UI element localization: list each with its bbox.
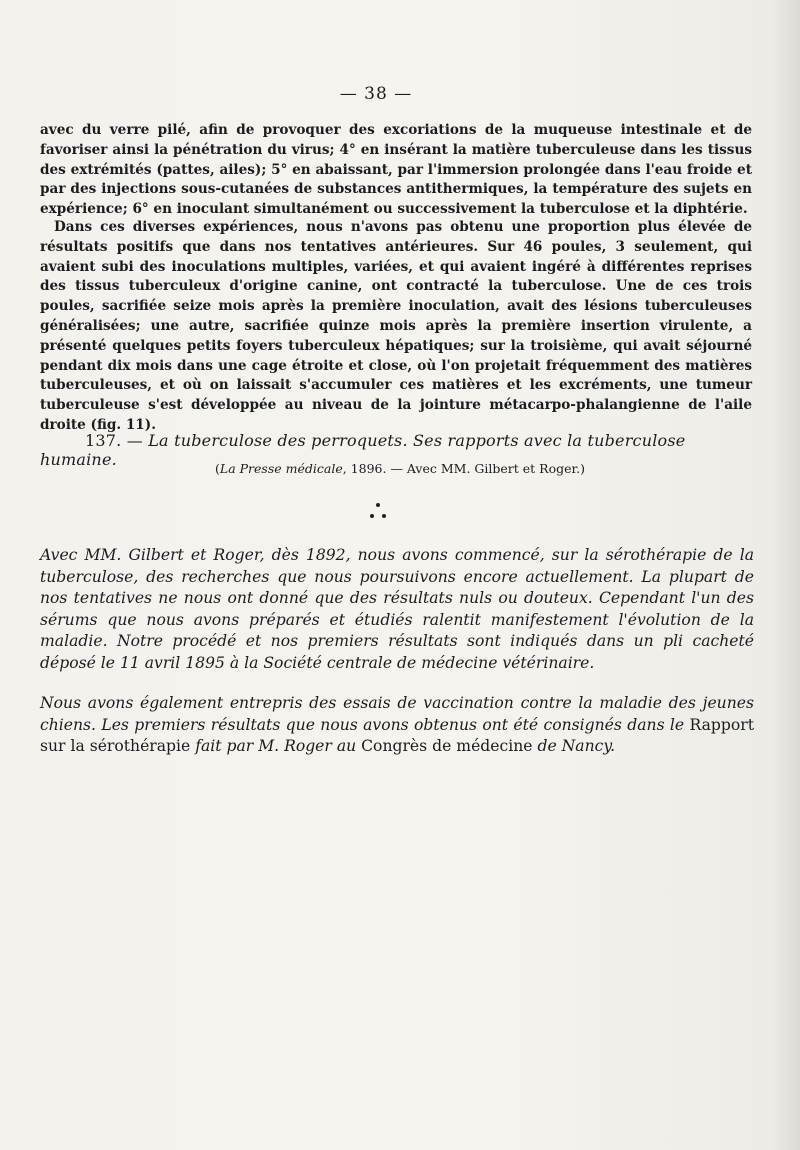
source-journal: La Presse médicale xyxy=(219,461,343,476)
paragraph-text: Dans ces diverses expériences, nous n'avons pas obtenu une proportion plus élevée de résultats positifs que dans nos tentatives antérieures. Sur 46 poules, 3 seulement, qui avaient subi des inoculations multiples, variées, et qui avaient ingéré à différentes reprises des tissus tuberculeux d'origine canine, ont contracté la tuberculose. Une de ces trois poules, sacrifiée seize mois après la première inoculation, avait des lésions tuberculeuses généralisées; une autre, sacrifiée quinze mois après la première insertion virulente, a présenté quelques petits foyers tuberculeux hépatiques; sur la troisième, qui avait séjourné pendant dix mois dans une cage étroite et close, où l'on projetait fréquemment des matières tuberculeuses, et où on laissait s'accumuler ces matières et les excréments, une tumeur tuberculeuse s'est développée au niveau de la jointure métacarpo-phalangienne de l'aile droite (fig. 11). xyxy=(40,219,752,433)
page-number: — 38 — xyxy=(339,84,413,104)
paragraph-experiments xyxy=(40,218,752,436)
paragraph-vaccination xyxy=(40,693,754,758)
page-edge-shadow xyxy=(772,0,800,1150)
text-run: Nous avons également entrepris des essais de vaccination contre la maladie des jeunes chiens. Les premiers résultats que nous avons obtenus ont été consignés dans le xyxy=(40,694,754,734)
text-run-roman: Congrès de médecine xyxy=(361,737,533,755)
paragraph-text xyxy=(40,693,754,758)
paragraph-continuation xyxy=(40,121,752,220)
asterism-separator xyxy=(367,500,389,524)
paragraph-text: avec du verre pilé, afin de provoquer des excoriations de la muqueuse intestinale et de favoriser ainsi la pénétration du virus; 4° en insérant la matière tuberculeuse dans les tissus des extrémités (pattes, ailes); 5° en abaissant, par l'immersion prolongée dans l'eau froide et par des injections sous-cutanées de substances antithermiques, la température des sujets en expérience; 6° en inoculant simultanément ou successivement la tuberculose et la diphtérie. xyxy=(40,122,752,218)
section-source xyxy=(0,461,800,476)
paragraph-text: Avec MM. Gilbert et Roger, dès 1892, nous avons commencé, sur la sérothérapie de la tuberculose, des recherches que nous poursuivons encore actuellement. La plupart de nos tentatives ne nous ont donné que des résultats nuls ou douteux. Cependant l'un des sérums que nous avons préparés et étudiés ralentit manifestement l'évolution de la maladie. Notre procédé et nos premiers résultats sont indiqués dans un pli cacheté déposé le 11 avril 1895 à la Société centrale de médecine vétérinaire. xyxy=(40,546,754,672)
text-run: fait par M. Roger au xyxy=(190,737,362,755)
text-run: de Nancy. xyxy=(532,737,616,755)
section-number: 137. — xyxy=(85,431,143,450)
source-open: ( xyxy=(215,461,220,476)
text-run-roman: Rapport sur la sérothérapie xyxy=(40,715,754,755)
paragraph-serotherapy xyxy=(40,545,754,674)
section-title: La tuberculose des perroquets. Ses rapports avec la tuberculose humaine. xyxy=(40,431,686,469)
source-rest: , 1896. — Avec MM. Gilbert et Roger.) xyxy=(342,461,585,476)
